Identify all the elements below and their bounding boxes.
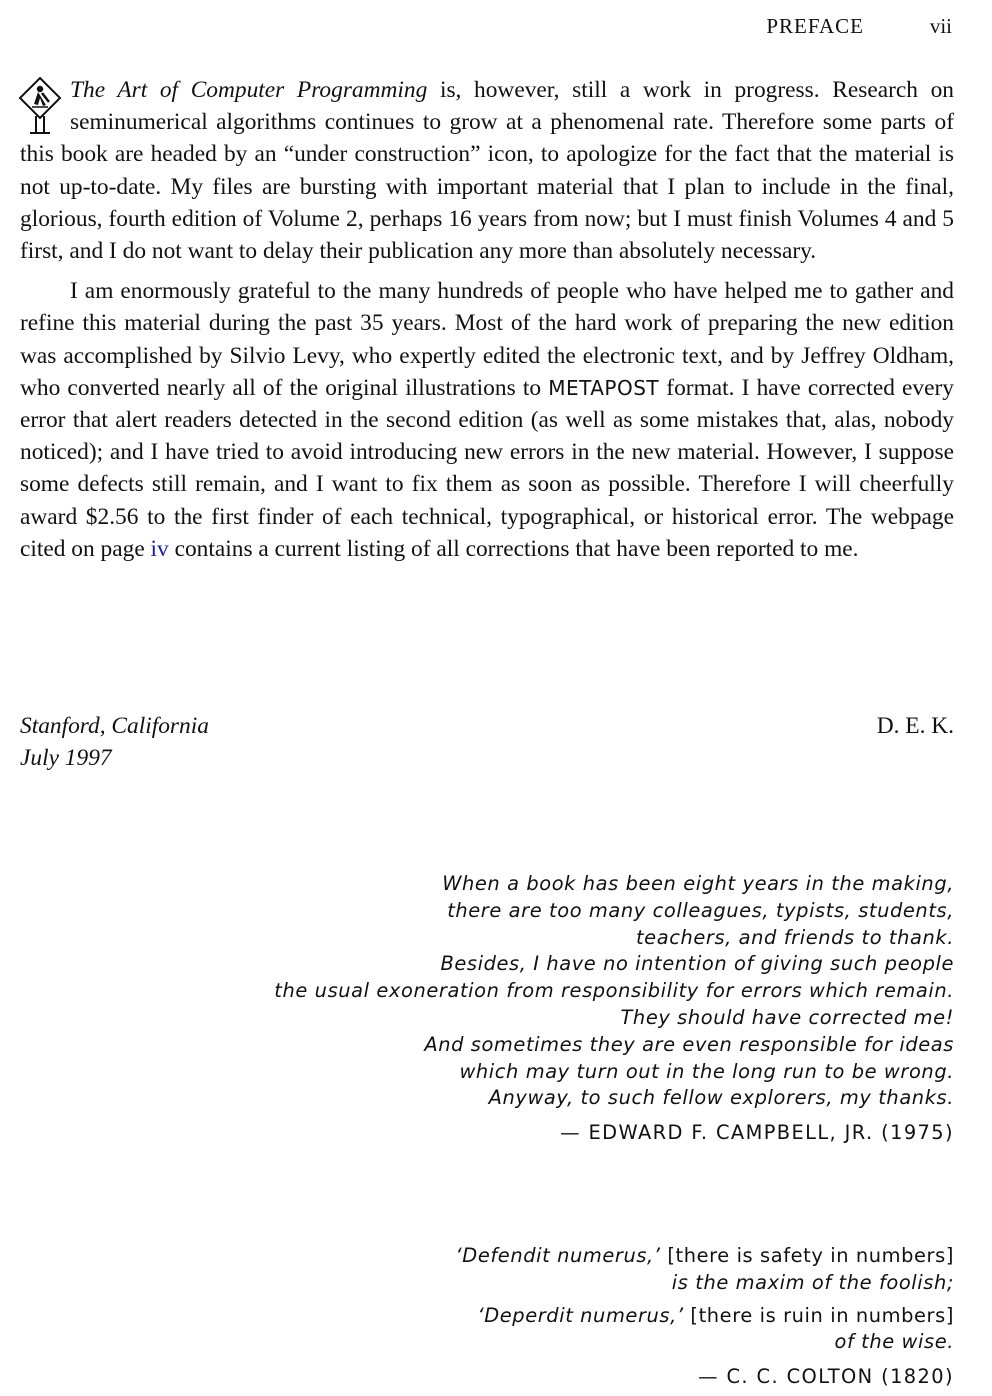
epigraph-line [456,1303,954,1330]
signature-date: July 1997 [20,745,112,771]
epigraph-line: there are too many colleagues, typists, students, [447,898,954,922]
epigraph-line: of the wise. [834,1330,954,1354]
page-link[interactable]: iv [150,535,169,562]
preface-body [20,74,954,565]
epigraph-line: teachers, and friends to thank. [635,925,954,949]
epigraph-line: When a book has been eight years in the making, [442,872,954,895]
epigraph-latin-quote: ‘Defendit numerus,’ [455,1244,661,1267]
epigraph-campbell [274,871,954,1147]
epigraph-line [456,1243,954,1270]
epigraph-line: which may turn out in the long run to be wrong. [459,1059,954,1083]
book-title: The Art of Computer Programming [70,77,428,103]
epigraph-line: is the maxim of the foolish; [671,1270,954,1294]
paragraph-under-construction [20,74,954,267]
signature-initials: D. E. K. [876,713,954,739]
epigraph-line: And sometimes they are even responsible for ideas [424,1032,954,1056]
epigraph-line: Besides, I have no intention of giving such people [440,952,954,976]
epigraph-line: the usual exoneration from responsibility for errors which remain. [274,979,954,1003]
signature-block [20,710,954,774]
epigraph-latin-quote: ‘Deperdit numerus,’ [477,1303,684,1327]
epigraph-translation: [there is safety in numbers] [660,1244,954,1267]
under-construction-icon [18,76,62,136]
epigraph-colton [456,1243,954,1391]
page-number: vii [929,14,952,38]
paragraph-1-text: is, however, still a work in progress. Research on seminumerical algorithms continues to grow at a phenomenal rate. Therefore some parts of this book are headed by an “under construction” icon, to apologize for the fact that the material is not up-to-date. My files are bursting with important material that I plan to include in the final, glorious, fourth edition of Volume 2, perhaps 16 years from now; but I must finish Volumes 4 and 5 first, and I do not want to delay their publication any more than absolutely necessary. [20,77,954,265]
epigraph-line: Anyway, to such fellow explorers, my thanks. [488,1086,954,1110]
epigraph-line: They should have corrected me! [620,1005,954,1029]
paragraph-2-text-b: format. I have corrected every error that alert readers detected in the second edition (as well as some mistakes that, alas, nobody noticed); and I have tried to avoid introducing new errors in the new material. However, I suppose some defects still remain, and I want to fix them as soon as possible. Therefore I will cheerfully award $2.56 to the first finder of each technical, typographical, or historical error. The webpage cited on page [20,374,954,562]
metapost-logo: METAPOST [548,375,660,400]
paragraph-2-text-a: I am enormously grateful to the many hundreds of people who have helped me to gather and refine this material during the past 35 years. Most of the hard work of preparing the new edition was accomplished by Silvio Levy, who expertly edited the electronic text, and by Jeffrey Oldham, who converted nearly all of the original illustrations to [20,278,954,401]
paragraph-acknowledgments [20,275,954,565]
epigraph-attribution: — EDWARD F. CAMPBELL, JR. (1975) [560,1121,954,1145]
running-head: PREFACE [766,14,864,38]
page-header [20,14,952,44]
epigraph-attribution: — C. C. COLTON (1820) [698,1365,954,1389]
signature-place: Stanford, California [20,713,209,739]
paragraph-2-text-c: contains a current listing of all corrections that have been reported to me. [168,535,859,562]
epigraph-translation: [there is ruin in numbers] [683,1303,954,1327]
